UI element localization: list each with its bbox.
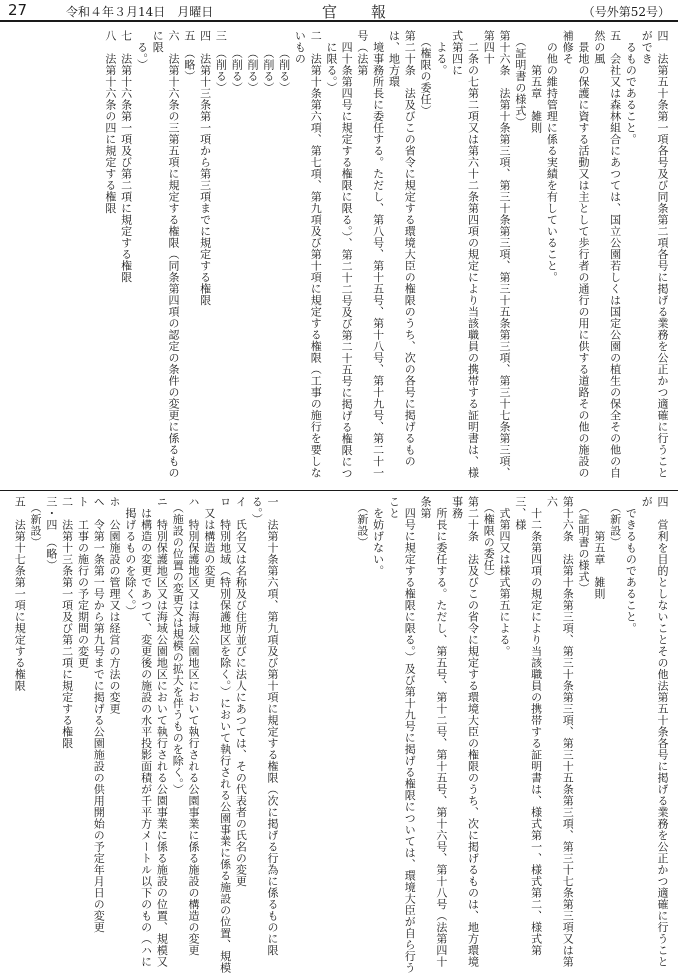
text-line: （新設）: [608, 496, 622, 548]
text-line: 第二十条 法及びこの省令に規定する環境大臣の権限のうち、次の各号に掲げるものは、地方環: [387, 30, 417, 467]
text-line: （証明書の様式）: [513, 30, 527, 128]
text-line: 十二条第四項の規定により当該職員の携帯する証明書は、様式第一、様式第二、様式第三、様: [513, 496, 543, 956]
text-line: （新設）: [355, 496, 369, 548]
text-line: 二 法第十条第六項、第七項、第九項及び第十項に規定する権限（工事の施行を要しないもの: [293, 30, 323, 479]
text-line: 四 法第十三条第一項から第三項までに規定する権限: [198, 30, 212, 306]
text-line: 七 法第十六条第一項及び第二項に規定する権限: [119, 30, 133, 283]
text-line: （削る）: [246, 30, 260, 94]
text-line: 三 （削る）: [214, 30, 228, 94]
text-line: の他の維持管理に係る実績を有していること。: [545, 30, 559, 283]
text-line: （権限の委任）: [419, 30, 433, 117]
text-line: 五 法第十七条第一項に規定する権限: [13, 496, 27, 692]
text-line: 第五章 雑則: [592, 496, 606, 600]
text-line: ヘ 令第一条第一号から第九号までに掲げる公園施設の供用開始の予定年月日の変更: [92, 496, 106, 933]
text-line: 四号に規定する権限に限る。）及び第十九号に掲げる権限については、環境大臣が自ら行うこと: [387, 496, 417, 974]
section-divider: [0, 490, 678, 491]
text-line: 二 法第十三条第一項及び第二項に規定する権限: [60, 496, 74, 749]
text-line: 境事務所長に委任する。ただし、第八号、第十五号、第十八号、第十九号、第二十一号（法第: [355, 30, 385, 479]
text-line: （権限の委任）: [482, 496, 496, 583]
text-line: 所長に委任する。ただし、第五号、第十二号、第十五号、第十六号、第十八号（法第四十条第: [419, 496, 448, 968]
top-left-column: [8, 30, 339, 485]
text-line: 第五章 雑則: [529, 30, 543, 134]
text-line: 八 法第十六条の四に規定する権限: [103, 30, 117, 214]
text-line: 二条の七第二項又は第六十二条第四項の規定により当該職員の携帯する証明書は、様式第四に: [450, 30, 480, 479]
text-line: 式第四又は様式第五による。: [498, 496, 512, 657]
gazette-header: [0, 0, 678, 22]
text-line: （削る）: [230, 30, 244, 94]
text-line: （新設）: [29, 496, 43, 548]
text-line: 五 会社又は森林組合にあつては、国立公園若しくは国定公園の植生の保全その他の自然の風: [592, 30, 622, 479]
text-line: （施設の位置の変更又は規模の拡大を伴うものを除く。）: [171, 496, 185, 796]
text-line: 四 営利を目的としないことその他法第五十条各号に掲げる業務を公正かつ適確に行うことが: [640, 496, 669, 968]
gazette-title: 官報: [322, 3, 421, 21]
bottom-left-column: [8, 496, 280, 974]
text-line: 第十六条 法第十条第三項、第三十条第三項、第三十五条第三項、第三十七条第三項、第四十: [482, 30, 512, 479]
text-line: （証明書の様式）: [577, 496, 591, 594]
text-line: イ 氏名又は名称及び住所並びに法人にあつては、その代表者の氏名の変更: [234, 496, 248, 887]
text-line: 四 法第五十条第一項各号及び同条第二項各号に掲げる業務を公正かつ適確に行うことができ: [640, 30, 669, 479]
page-number: 27: [8, 1, 28, 19]
issue-number: （号外第52号）: [582, 5, 670, 19]
text-line: ロ 特別地域（特別保護地区を除く。）において執行される公園事業に係る施設の位置、規模: [218, 496, 232, 974]
text-line: ホ 公園施設の管理又は経営の方法の変更: [108, 496, 122, 715]
text-line: は構造の変更であつて、変更後の施設の水平投影面積が千平方メートル以下のもの（ハに: [139, 496, 153, 968]
text-line: 第二十条 法及びこの省令に規定する環境大臣の権限のうち、次に掲げるものは、地方環境事務: [450, 496, 480, 968]
issue-date: 令和４年３月14日 月曜日: [66, 5, 214, 19]
text-line: 五 （略）: [182, 30, 196, 82]
text-line: ハ 特別保護地区又は海域公園地区において執行される公園事業に係る施設の構造の変更: [187, 496, 201, 956]
text-line: 又は構造の変更: [202, 496, 216, 588]
text-line: るものであること。: [624, 30, 638, 145]
text-line: に限る。）: [325, 30, 338, 94]
text-line: 三・四 （略）: [44, 496, 58, 571]
text-line: 一 法第十条第六項、第九項及び第十項に規定する権限（次に掲げる行為に係るものに限る。）: [250, 496, 279, 956]
top-right-column: [339, 30, 670, 485]
text-line: る。）: [135, 30, 149, 71]
text-line: よる。: [434, 30, 448, 76]
text-line: （削る）: [277, 30, 291, 94]
text-line: を妨げない。: [371, 496, 385, 577]
text-line: 第十六条 法第十条第三項、第三十条第三項、第三十五条第三項、第三十七条第三項又は第六: [545, 496, 575, 968]
text-line: 景地の保護に資する活動又は主として歩行者の通行の用に供する道路その他の施設の補修そ: [561, 30, 591, 479]
bottom-right-column: [280, 496, 670, 974]
original-text-section: [8, 496, 670, 974]
text-line: ト 工事の施行の予定期間の変更: [76, 496, 90, 669]
text-line: 四十条第四号に規定する権限に限る。）、第二十二号及び第二十五号に掲げる権限につ: [340, 41, 354, 479]
text-line: 六 法第十六条の三第五項に規定する権限（同条第四項の認定の条件の変更に係るものに限: [151, 30, 181, 479]
text-line: 掲げるものを除く。）: [123, 496, 137, 617]
text-line: （削る）: [261, 30, 275, 94]
amended-text-section: [8, 30, 670, 485]
text-line: できるものであること。: [624, 496, 638, 634]
text-line: ニ 特別保護地区又は海域公園地区において執行される公園事業に係る施設の位置、規模又: [155, 496, 169, 968]
